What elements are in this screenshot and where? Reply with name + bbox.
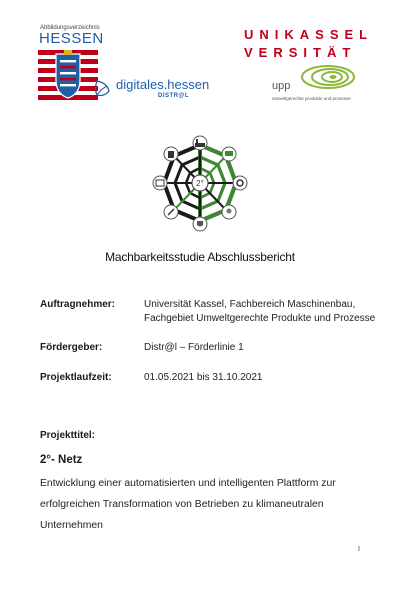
field-value-line: Fachgebiet Umweltgerechte Produkte und Prozesse <box>144 313 376 324</box>
upp-swirl-icon <box>300 64 356 90</box>
building-icon <box>164 147 178 161</box>
project-title-label: Projekttitel: <box>40 430 96 441</box>
spider-web-logo <box>140 135 260 235</box>
field-value-projektlaufzeit: 01.05.2021 bis 31.10.2021 <box>144 372 263 383</box>
uni-kassel-line-1 <box>244 27 373 42</box>
factory-icon <box>193 136 207 150</box>
description-line: Entwicklung einer automatisierten und intelligenten Plattform zur <box>40 478 336 489</box>
field-value-auftragnehmer <box>144 298 375 326</box>
field-value-foerdergeber: Distr@l – Förderlinie 1 <box>144 342 244 353</box>
project-name: 2°- Netz <box>40 454 83 466</box>
field-label-auftragnehmer: Auftragnehmer: <box>40 299 116 310</box>
award-medal-icon <box>222 205 236 219</box>
description-line: Unternehmen <box>40 520 103 531</box>
hessen-coat-of-arms-icon <box>38 50 98 102</box>
distrol-wordmark: DISTR@L <box>158 93 190 99</box>
uni-kassel-line-2: VERSITÄT <box>244 45 357 60</box>
uni-kassel-line-1-text: UNIKASSEL <box>244 27 374 42</box>
description-line: erfolgreichen Transformation von Betrieben zu klimaneutralen <box>40 499 324 510</box>
shield-icon <box>193 217 207 231</box>
gear-icon <box>233 176 247 190</box>
field-label-foerdergeber: Fördergeber: <box>40 342 103 353</box>
page-number: I <box>358 546 360 553</box>
satellite-icon <box>164 205 178 219</box>
field-value-line: Universität Kassel, Fachbereich Maschinenbau, <box>144 299 356 310</box>
upp-subtitle: umweltgerechte produkte und prozesse <box>272 96 351 101</box>
caption-fragment: Abbildungsverzeichnis <box>40 25 100 31</box>
digitales-hessen-leaf-icon <box>92 78 114 100</box>
solar-panel-icon <box>222 147 236 161</box>
hessen-wordmark: HESSEN <box>39 30 104 47</box>
upp-wordmark: upp <box>272 80 291 92</box>
calendar-icon <box>153 176 167 190</box>
field-label-projektlaufzeit: Projektlaufzeit: <box>40 372 112 383</box>
project-description <box>40 473 390 536</box>
logo-center-text: 2° <box>196 179 204 188</box>
document-title: Machbarkeitsstudie Abschlussbericht <box>105 250 295 264</box>
digitales-hessen-wordmark: digitales.hessen <box>116 77 210 92</box>
